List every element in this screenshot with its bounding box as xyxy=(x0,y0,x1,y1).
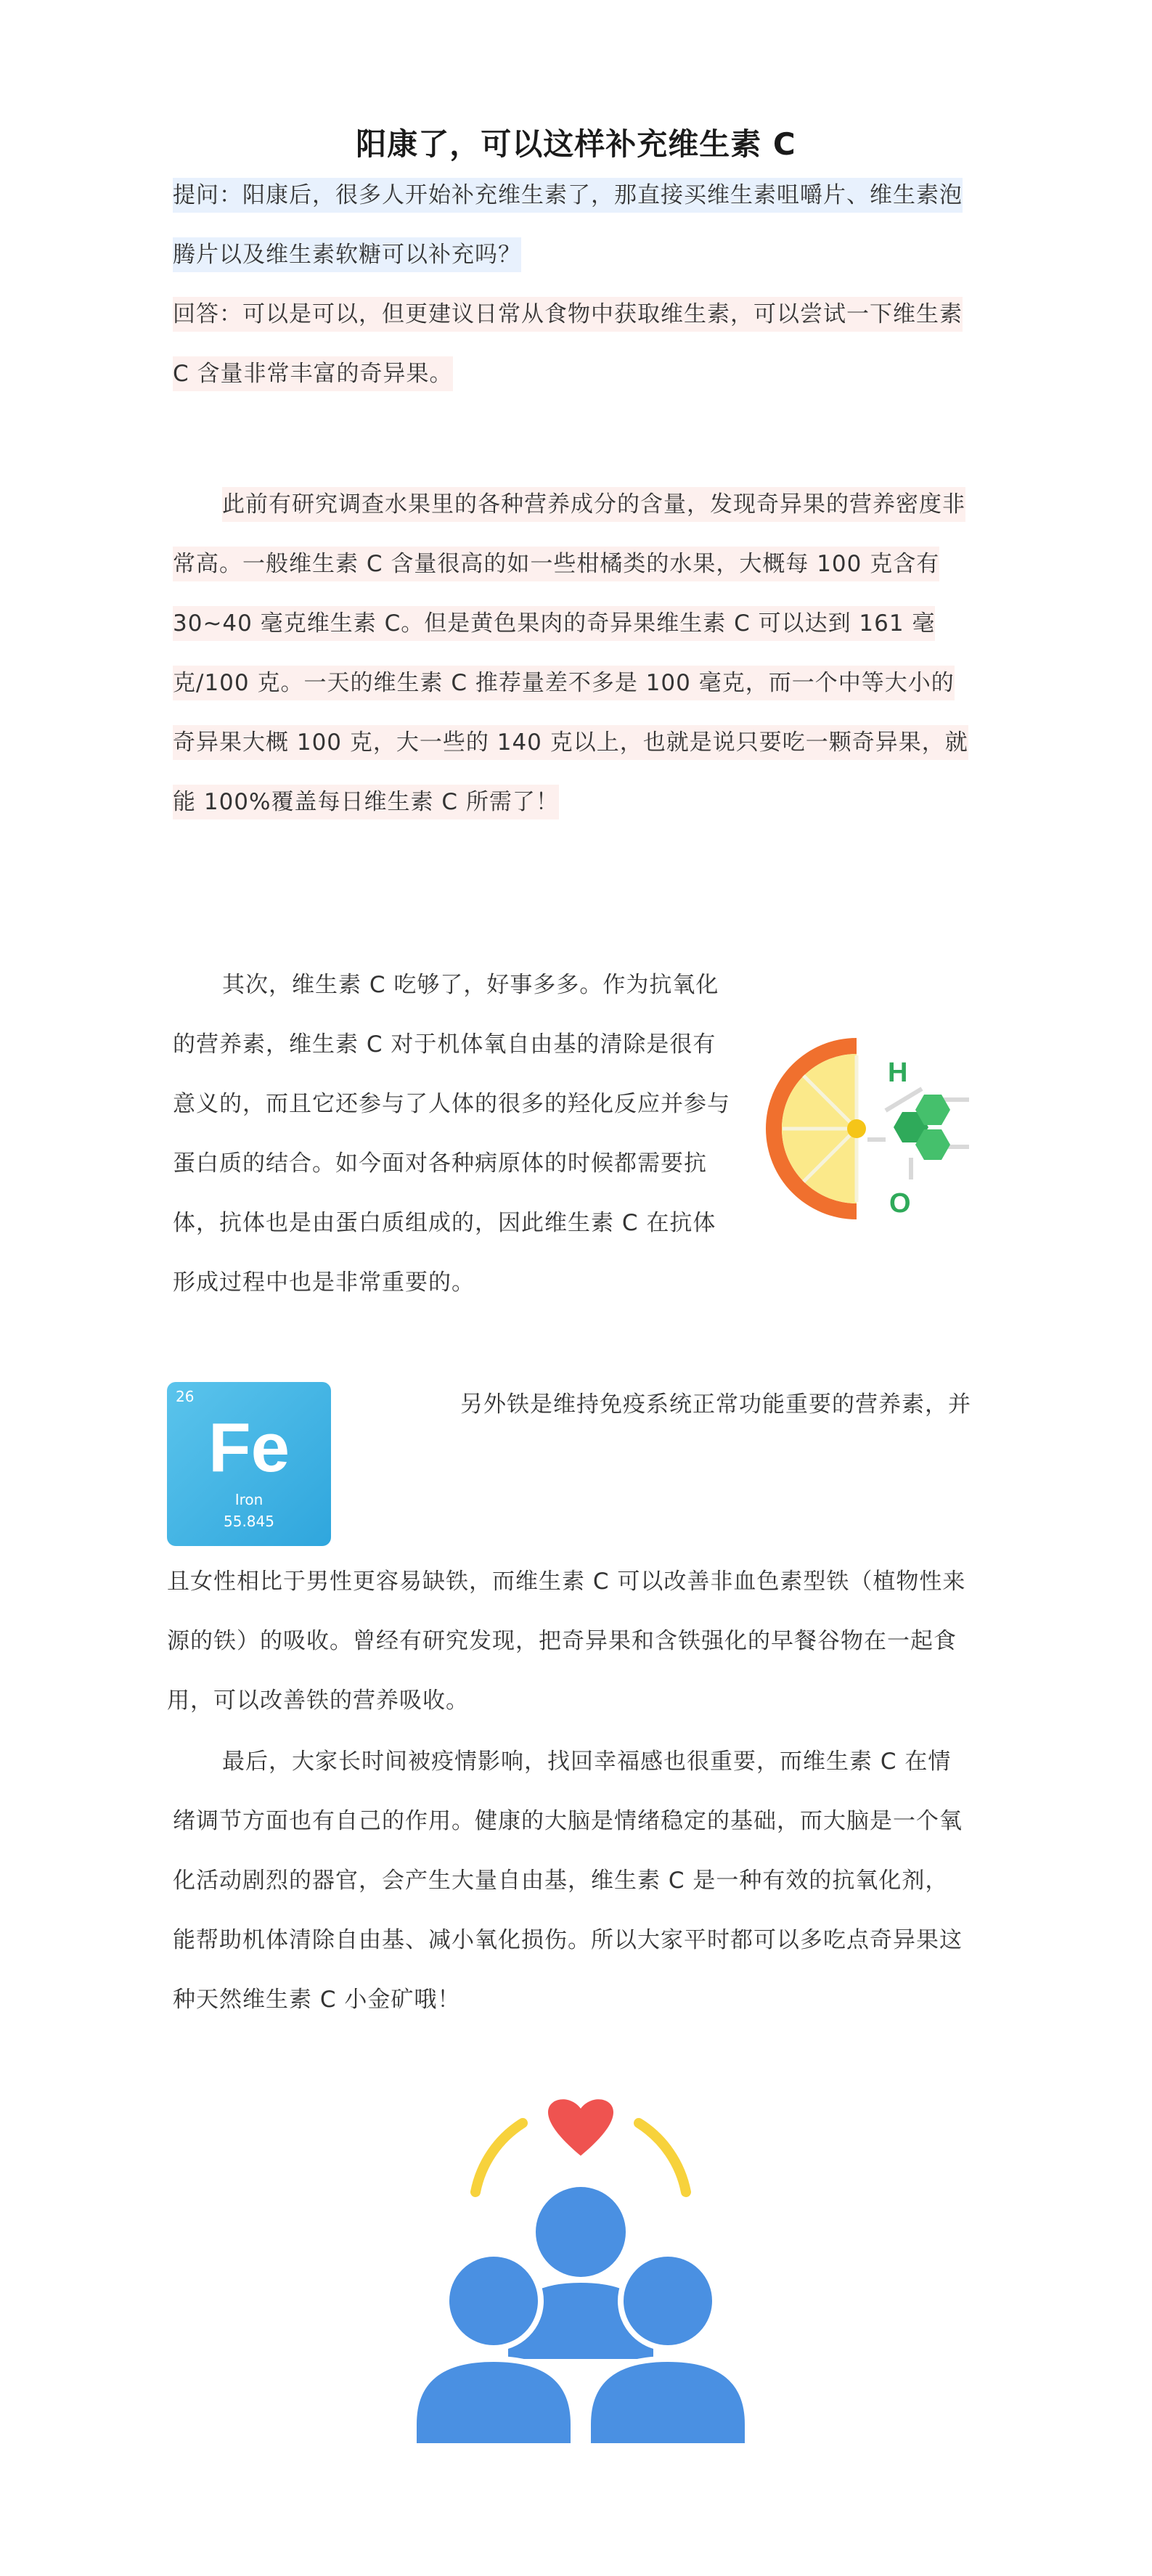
family-heart-icon xyxy=(399,2083,762,2461)
question-text: 提问：阳康后，很多人开始补充维生素了，那直接买维生素咀嚼片、维生素泡腾片以及维生素软糖可以补充吗？ xyxy=(173,178,963,272)
paragraph-mood-text: 最后，大家长时间被疫情影响，找回幸福感也很重要，而维生素 C 在情绪调节方面也有自己的作用。健康的大脑是情绪稳定的基础，而大脑是一个氧化活动剧烈的器官，会产生大量自由基，维生素 C 是一种有效的抗氧化剂，能帮助机体清除自由基、减小氧化损伤。所以大家平时都可以多吃点奇异果这种天然维生素 C 小金矿哦！ xyxy=(173,1749,963,2013)
article-title: 阳康了，可以这样补充维生素 C xyxy=(356,126,796,163)
element-name: Iron xyxy=(234,1491,264,1508)
element-number: 26 xyxy=(176,1388,195,1405)
svg-text:H: H xyxy=(888,1058,908,1088)
paragraph-antioxidant-text: 其次，维生素 C 吃够了，好事多多。作为抗氧化的营养素，维生素 C 对于机体氧自由基的清除是很有意义的，而且它还参与了人体的很多的羟化反应并参与蛋白质的结合。如今面对各种病原体的时候都需要抗体，抗体也是由蛋白质组成的，因此维生素 C 在抗体形成过程中也是非常重要的。 xyxy=(173,972,730,1296)
svg-text:O: O xyxy=(889,1188,911,1219)
paragraph-nutrition-text: 此前有研究调查水果里的各种营养成分的含量，发现奇异果的营养密度非常高。一般维生素 C 含量很高的如一些柑橘类的水果，大概每 100 克含有 30~40 毫克维生素 C。但是黄色果肉的奇异果维生素 C 可以达到 161 毫克/100 克。一天的维生素 C 推荐量差不多是 100 毫克，而一个中等大小的奇异果大概 100 克，大一些的 140 克以上，也就是说只要吃一颗奇异果，就能 100%覆盖每日维生素 C 所需了！ xyxy=(173,487,968,819)
paragraph-nutrition-density xyxy=(173,475,971,832)
element-symbol: Fe xyxy=(208,1409,290,1487)
paragraph-mood xyxy=(173,1732,971,2029)
qa-block xyxy=(173,165,971,404)
paragraph-iron-first-line: 另外铁是维持免疫系统正常功能重要的营养素，并 xyxy=(460,1391,971,1418)
answer-text: 回答：可以是可以，但更建议日常从食物中获取维生素，可以尝试一下维生素 C 含量非常丰富的奇异果。 xyxy=(173,297,963,391)
citrus-molecule-icon xyxy=(766,1031,976,1227)
paragraph-iron xyxy=(167,1375,971,1730)
element-mass: 55.845 xyxy=(224,1513,274,1530)
paragraph-iron-text: 且女性相比于男性更容易缺铁，而维生素 C 可以改善非血色素型铁（植物性来源的铁）的吸收。曾经有研究发现，把奇异果和含铁强化的早餐谷物在一起食用，可以改善铁的营养吸收。 xyxy=(167,1569,966,1714)
